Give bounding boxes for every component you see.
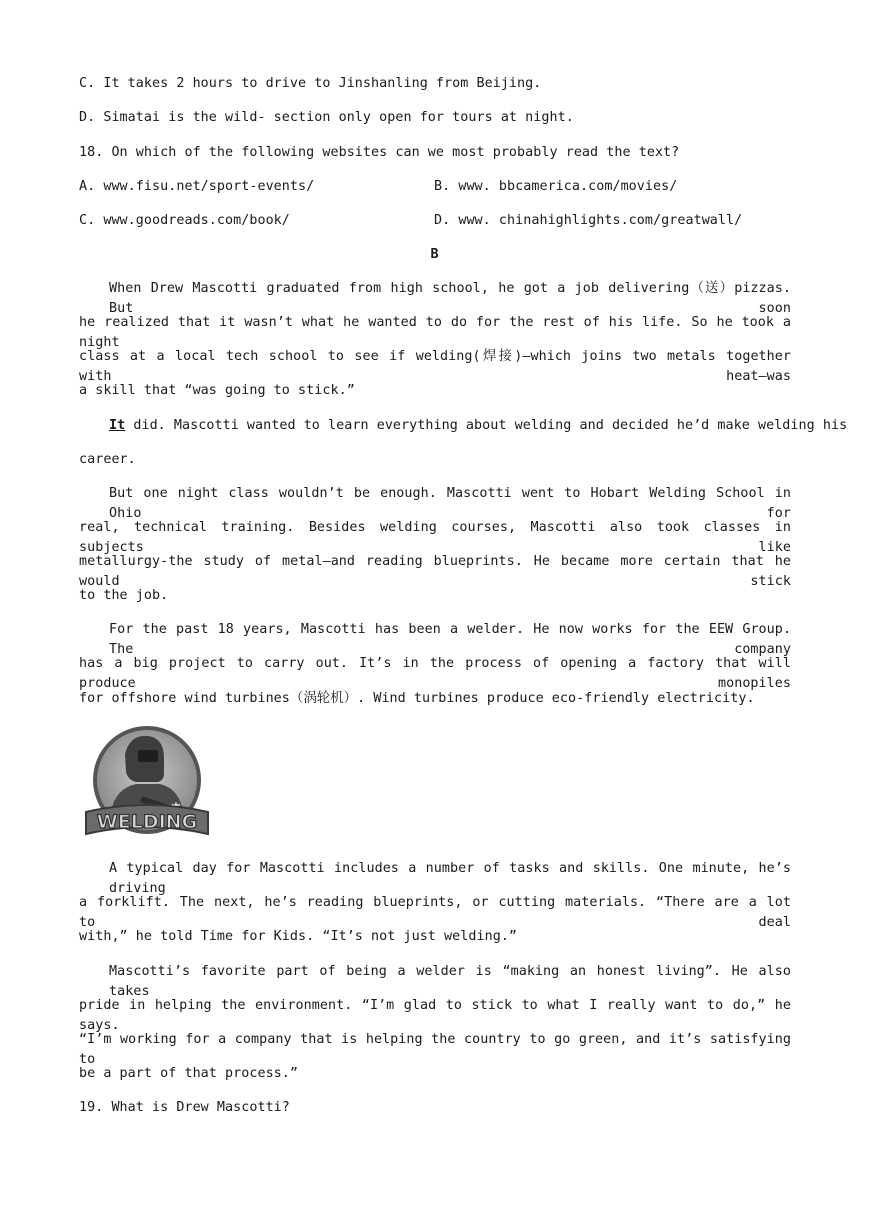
- q17-option-c: C. It takes 2 hours to drive to Jinshanling from Beijing.: [79, 76, 542, 91]
- q18-option-b: B. www. bbcamerica.com/movies/: [434, 179, 678, 194]
- paragraph-line: he realized that it wasn’t what he wanted to do for the rest of his life. So he took a night: [79, 315, 791, 350]
- paragraph-line: metallurgy-the study of metal—and reading blueprints. He became more certain that he would stick: [79, 554, 791, 589]
- paragraph-text: did. Mascotti wanted to learn everything about welding and decided he’d make welding his: [125, 418, 848, 433]
- paragraph-line: career.: [79, 452, 136, 467]
- q18-option-c: C. www.goodreads.com/book/: [79, 213, 290, 228]
- q18-options-row2: [79, 211, 791, 231]
- paragraph-line: But one night class wouldn’t be enough. Mascotti went to Hobart Welding School in Ohio for: [109, 486, 791, 521]
- paragraph-line: a skill that “was going to stick.”: [79, 383, 355, 398]
- paragraph-line: “I’m working for a company that is helping the country to go green, and it’s satisfying to: [79, 1032, 791, 1067]
- q18-question: 18. On which of the following websites can we most probably read the text?: [79, 145, 680, 160]
- paragraph-line: a forklift. The next, he’s reading blueprints, or cutting materials. “There are a lot to deal: [79, 895, 791, 930]
- paragraph-line: to the job.: [79, 588, 169, 603]
- q19-question: 19. What is Drew Mascotti?: [79, 1100, 290, 1115]
- q18-option-d: D. www. chinahighlights.com/greatwall/: [434, 213, 743, 228]
- paragraph-line: When Drew Mascotti graduated from high school, he got a job delivering（送）pizzas. But soon: [109, 281, 791, 316]
- paragraph-line: For the past 18 years, Mascotti has been a welder. He now works for the EEW Group. The company: [109, 622, 791, 657]
- paragraph-line: class at a local tech school to see if welding(焊接)—which joins two metals together with heat—was: [79, 349, 791, 384]
- paragraph-line: pride in helping the environment. “I’m glad to stick to what I really want to do,” he says.: [79, 998, 791, 1033]
- paragraph-line: with,” he told Time for Kids. “It’s not just welding.”: [79, 929, 518, 944]
- paragraph-line: be a part of that process.”: [79, 1066, 299, 1081]
- q17-option-d: D. Simatai is the wild- section only open for tours at night.: [79, 110, 574, 125]
- underlined-it: It: [109, 418, 126, 433]
- paragraph-line: has a big project to carry out. It’s in the process of opening a factory that will produce monopiles: [79, 656, 791, 691]
- welding-logo-image: [80, 724, 214, 842]
- paragraph-line: for offshore wind turbines（涡轮机）. Wind turbines produce eco-friendly electricity.: [79, 691, 755, 706]
- paragraph-line: [109, 416, 848, 436]
- section-heading: B: [430, 247, 439, 262]
- paragraph-line: real, technical training. Besides welding courses, Mascotti also took classes in subjects like: [79, 520, 791, 555]
- paragraph-line: A typical day for Mascotti includes a number of tasks and skills. One minute, he’s driving: [109, 861, 791, 896]
- logo-text: WELDING: [96, 811, 198, 833]
- q18-options-row1: [79, 177, 791, 197]
- paragraph-line: Mascotti’s favorite part of being a welder is “making an honest living”. He also takes: [109, 964, 791, 999]
- q18-option-a: A. www.fisu.net/sport-events/: [79, 179, 315, 194]
